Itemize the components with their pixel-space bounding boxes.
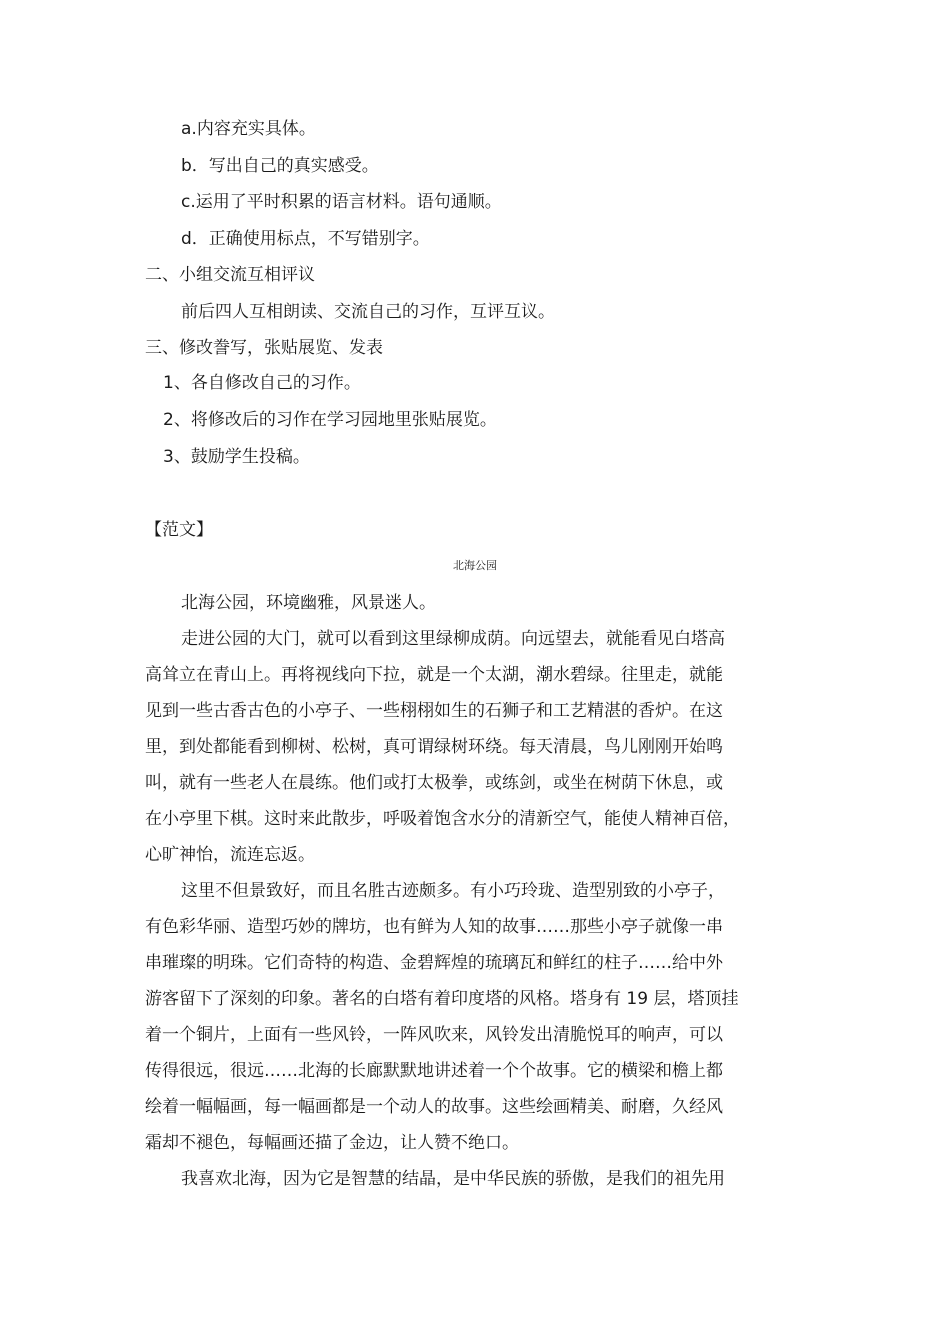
essay-line: 在小亭里下棋。这时来此散步，呼吸着饱含水分的清新空气，能使人精神百倍， — [145, 809, 740, 829]
section3-step-2: 2、将修改后的习作在学习园地里张贴展览。 — [163, 410, 497, 430]
essay-line: 霜却不褪色，每幅画还描了金边，让人赞不绝口。 — [145, 1133, 519, 1153]
essay-line: 串璀璨的明珠。它们奇特的构造、金碧辉煌的琉璃瓦和鲜红的柱子……给中外 — [145, 953, 723, 973]
section2-body: 前后四人互相朗读、交流自己的习作，互评互议。 — [181, 302, 555, 322]
sample-title: 北海公园 — [453, 559, 497, 572]
criterion-c: c.运用了平时积累的语言材料。语句通顺。 — [181, 192, 502, 212]
essay-line: 心旷神怡，流连忘返。 — [145, 845, 315, 865]
section3-heading: 三、修改誊写，张贴展览、发表 — [145, 338, 383, 358]
essay-line: 高耸立在青山上。再将视线向下拉，就是一个太湖，潮水碧绿。往里走，就能 — [145, 665, 723, 685]
essay-line: 北海公园，环境幽雅，风景迷人。 — [181, 593, 436, 613]
essay-line: 着一个铜片，上面有一些风铃，一阵风吹来，风铃发出清脆悦耳的响声，可以 — [145, 1025, 723, 1045]
essay-line: 这里不但景致好，而且名胜古迹颇多。有小巧玲珑、造型别致的小亭子， — [181, 881, 725, 901]
essay-line: 有色彩华丽、造型巧妙的牌坊，也有鲜为人知的故事……那些小亭子就像一串 — [145, 917, 723, 937]
essay-line: 传得很远，很远……北海的长廊默默地讲述着一个个故事。它的横梁和檐上都 — [145, 1061, 723, 1081]
essay-line: 见到一些古香古色的小亭子、一些栩栩如生的石狮子和工艺精湛的香炉。在这 — [145, 701, 723, 721]
criterion-b: b．写出自己的真实感受。 — [181, 156, 379, 176]
essay-line: 游客留下了深刻的印象。著名的白塔有着印度塔的风格。塔身有 19 层，塔顶挂 — [145, 989, 739, 1009]
criterion-a: a.内容充实具体。 — [181, 119, 316, 139]
essay-line: 绘着一幅幅画，每一幅画都是一个动人的故事。这些绘画精美、耐磨，久经风 — [145, 1097, 723, 1117]
essay-line: 我喜欢北海，因为它是智慧的结晶，是中华民族的骄傲，是我们的祖先用 — [181, 1169, 725, 1189]
essay-line: 叫，就有一些老人在晨练。他们或打太极拳，或练剑，或坐在树荫下休息，或 — [145, 773, 723, 793]
section2-heading: 二、小组交流互相评议 — [145, 265, 315, 285]
criterion-d: d．正确使用标点，不写错别字。 — [181, 229, 430, 249]
section3-step-3: 3、鼓励学生投稿。 — [163, 447, 310, 467]
section3-step-1: 1、各自修改自己的习作。 — [163, 373, 361, 393]
essay-line: 里，到处都能看到柳树、松树，真可谓绿树环绕。每天清晨，鸟儿刚刚开始鸣 — [145, 737, 723, 757]
sample-label: 【范文】 — [145, 520, 213, 540]
essay-line: 走进公园的大门，就可以看到这里绿柳成荫。向远望去，就能看见白塔高 — [181, 629, 725, 649]
